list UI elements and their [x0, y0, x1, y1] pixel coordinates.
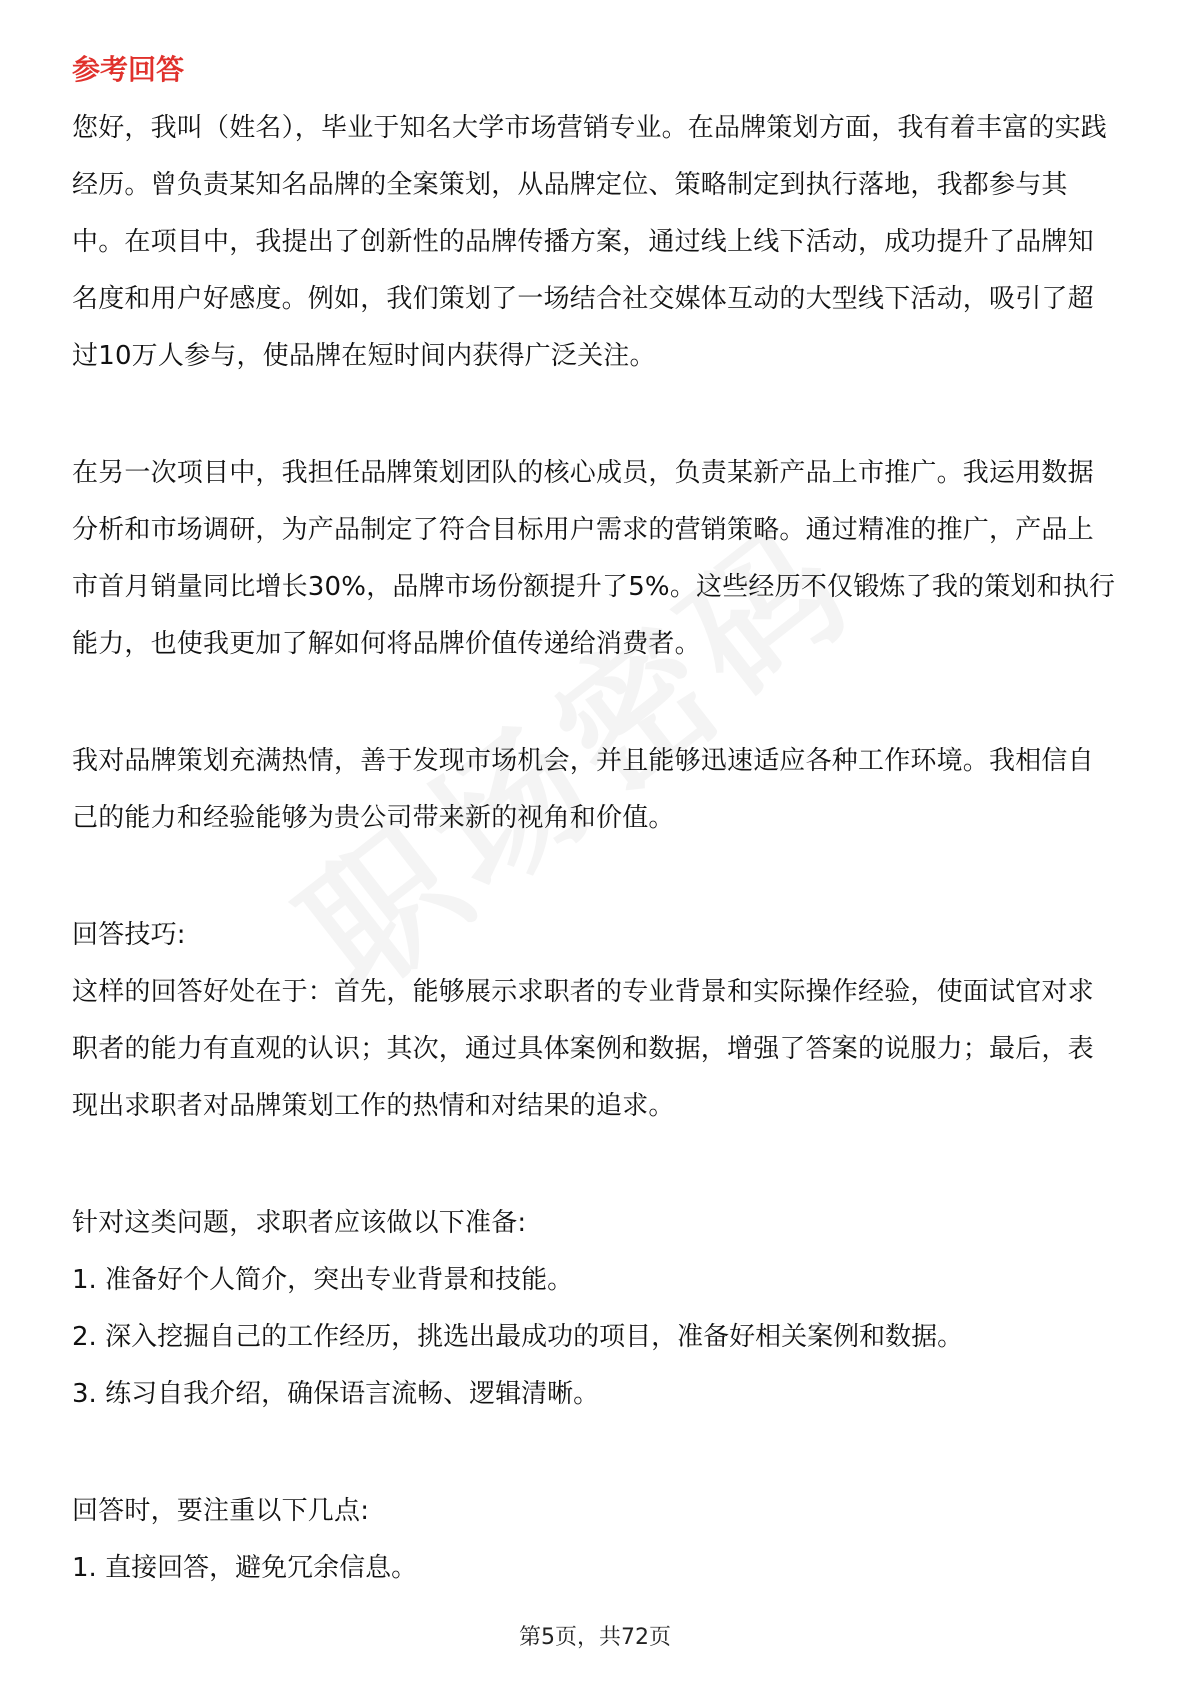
notes-title: 回答时，要注重以下几点:	[72, 1496, 370, 1526]
prep-item-2: 2. 深入挖掘自己的工作经历，挑选出最成功的项目，准备好相关案例和数据。	[72, 1322, 964, 1352]
answer-paragraph-1: 您好，我叫（姓名），毕业于知名大学市场营销专业。在品牌策划方面，我有着丰富的实践经历。曾负责某知名品牌的全案策划，从品牌定位、策略制定到执行落地，我都参与其中。在项目中，我提出了创新性的品牌传播方案，通过线上线下活动，成功提升了品牌知名度和用户好感度。例如，我们策划了一场结合社交媒体互动的大型线下活动，吸引了超过10万人参与，使品牌在短时间内获得广泛关注。	[72, 113, 1108, 371]
notes-item-1: 1. 直接回答，避免冗余信息。	[72, 1553, 418, 1583]
section-heading: 参考回答	[72, 53, 185, 86]
prep-item-3: 3. 练习自我介绍，确保语言流畅、逻辑清晰。	[72, 1379, 600, 1409]
page-number: 第5页，共72页	[519, 1625, 671, 1650]
prep-item-1: 1. 准备好个人简介，突出专业背景和技能。	[72, 1265, 574, 1295]
tips-body: 这样的回答好处在于：首先，能够展示求职者的专业背景和实际操作经验，使面试官对求职者的能力有直观的认识；其次，通过具体案例和数据，增强了答案的说服力；最后，表现出求职者对品牌策划工作的热情和对结果的追求。	[72, 977, 1094, 1121]
tips-title: 回答技巧:	[72, 920, 186, 950]
answer-paragraph-3: 我对品牌策划充满热情，善于发现市场机会，并且能够迅速适应各种工作环境。我相信自己的能力和经验能够为贵公司带来新的视角和价值。	[72, 746, 1094, 833]
document-body	[72, 50, 1117, 1597]
answer-paragraph-2: 在另一次项目中，我担任品牌策划团队的核心成员，负责某新产品上市推广。我运用数据分析和市场调研，为产品制定了符合目标用户需求的营销策略。通过精准的推广，产品上市首月销量同比增长30%，品牌市场份额提升了5%。这些经历不仅锻炼了我的策划和执行能力，也使我更加了解如何将品牌价值传递给消费者。	[72, 458, 1116, 659]
prep-title: 针对这类问题，求职者应该做以下准备:	[72, 1208, 527, 1238]
